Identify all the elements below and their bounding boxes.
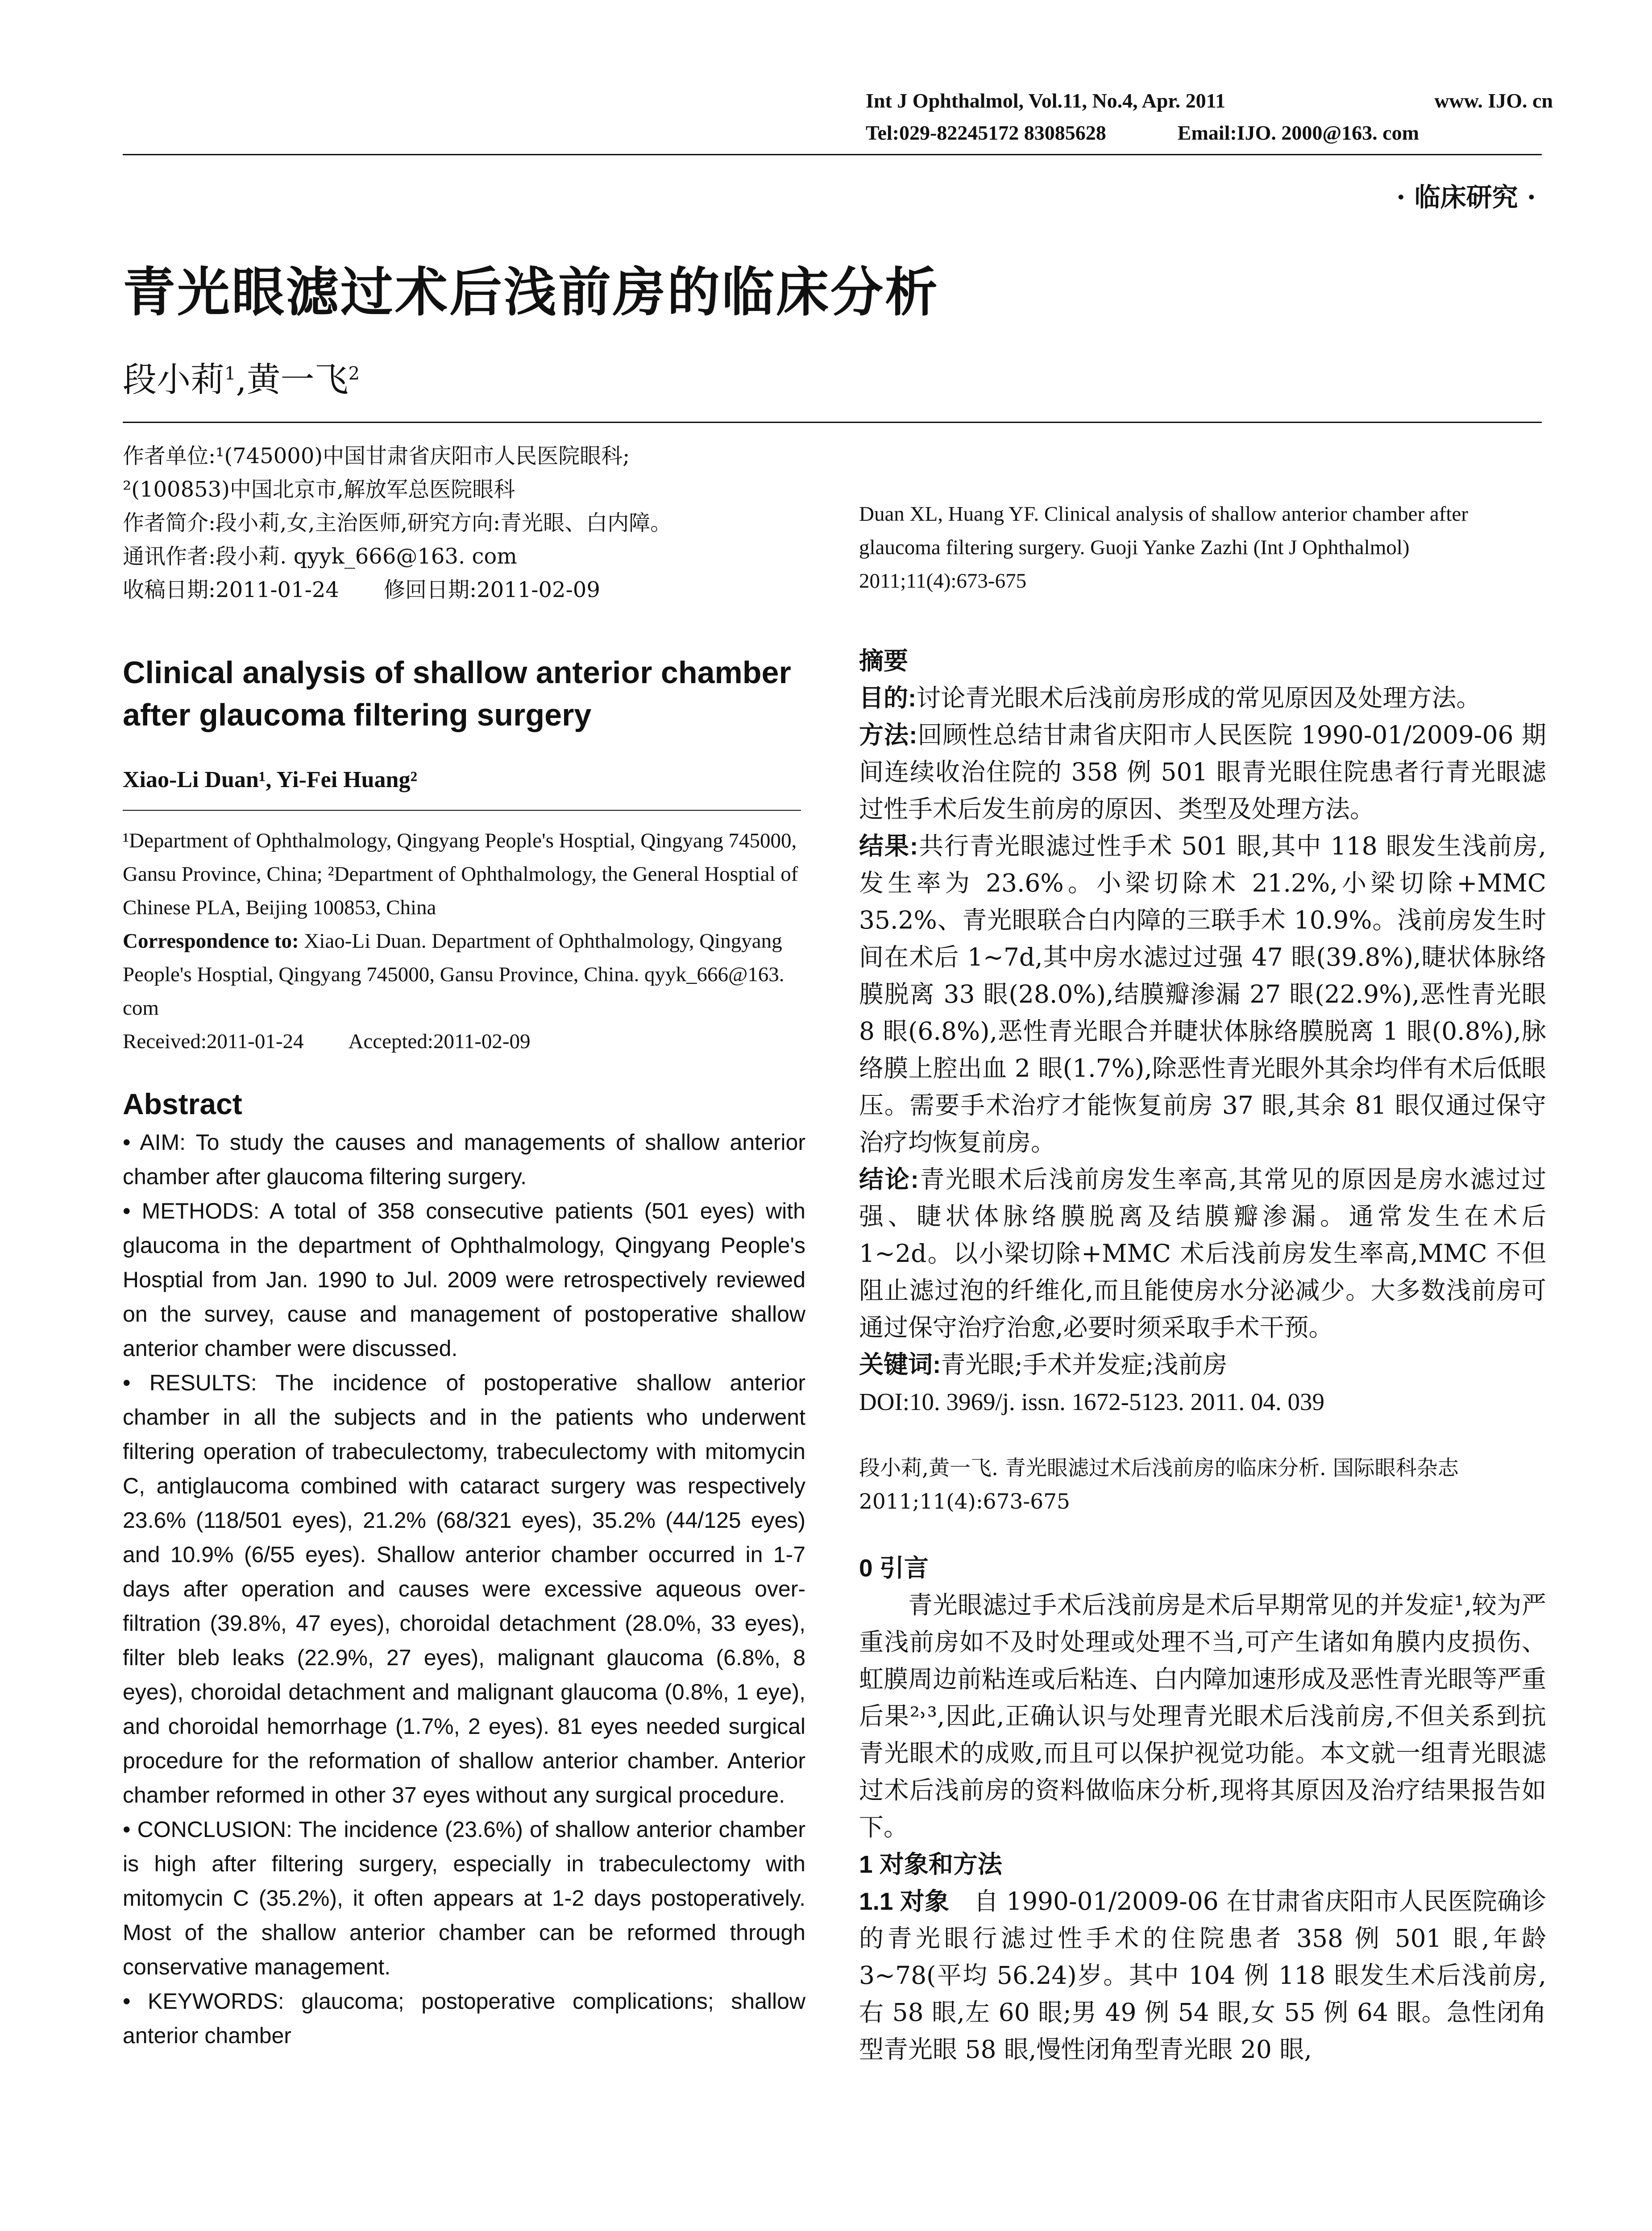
- doi[interactable]: DOI:10. 3969/j. issn. 1672-5123. 2011. 04. 039: [859, 1388, 1324, 1415]
- left-column: [123, 440, 805, 2053]
- dates-zh: [123, 573, 805, 607]
- intro-heading: 0 引言: [859, 1554, 929, 1582]
- correspondence: [123, 925, 805, 1025]
- title-rule: [123, 422, 1542, 423]
- aim-label-zh: 目的:: [859, 684, 917, 712]
- correspondence-text: Xiao-Li Duan. Department of Ophthalmology, Qingyang People's Hosptial, Qingyang 745000, Gansu Province, China. qyyk_666@163. com: [123, 929, 784, 1020]
- running-header: [866, 85, 1553, 149]
- journal-website[interactable]: www. IJO. cn: [1434, 89, 1553, 112]
- header-rule: [123, 154, 1542, 155]
- abstract-methods: • METHODS: A total of 358 consecutive patients (501 eyes) with glaucoma in the department of Ophthalmology, Qingyang People's Hosptial from Jan. 1990 to Jul. 2009 were retrospectively reviewed on the survey, cause and management of postoperative shallow anterior chamber were discussed.: [123, 1198, 805, 1361]
- authors-zh: [123, 352, 360, 401]
- correspondence-label: Correspondence to:: [123, 929, 299, 953]
- results-label-zh: 结果:: [859, 832, 918, 860]
- affiliation-2: ²(100853)中国北京市,解放军总医院眼科: [123, 477, 515, 502]
- author-1: 段小莉: [123, 360, 224, 399]
- journal-citation: Int J Ophthalmol, Vol.11, No.4, Apr. 2011: [866, 89, 1226, 112]
- revised-date-zh: 修回日期:2011-02-09: [383, 577, 600, 602]
- right-column: [859, 498, 1546, 2068]
- received-date-zh: 收稿日期:2011-01-24: [123, 577, 339, 602]
- citation-en: Duan XL, Huang YF. Clinical analysis of shallow anterior chamber after glaucoma filtering surgery. Guoji Yanke Zazhi (Int J Ophthalmol) 2011;11(4):673-675: [859, 502, 1468, 593]
- affil-sup-2: 2: [348, 363, 360, 384]
- keywords-label-zh: 关键词:: [859, 1351, 941, 1378]
- methods-subjects: [859, 1883, 1546, 2068]
- abstract-conclusion: • CONCLUSION: The incidence (23.6%) of shallow anterior chamber is high after filtering surgery, especially in trabeculectomy with mitomycin C (35.2%), it often appears at 1-2 days postoperatively. Most of the shallow anterior chamber can be reformed through conservative management.: [123, 1817, 805, 1979]
- authors-en: Xiao-Li Duan¹, Yi-Fei Huang²: [123, 767, 418, 792]
- abstract-en: [123, 1125, 805, 2053]
- abstract-results: • RESULTS: The incidence of postoperative shallow anterior chamber in all the subjects and in the patients who underwent filtering operation of trabeculectomy, trabeculectomy with mitomycin C, antiglaucoma combined with cataract surgery was respectively 23.6% (118/501 eyes), 21.2% (68/321 eyes), 35.2% (44/125 eyes) and 10.9% (6/55 eyes). Shallow anterior chamber occurred in 1-7 days after operation and causes were excessive aqueous over-filtration (39.8%, 47 eyes), choroidal detachment (28.0%, 33 eyes), filter bleb leaks (22.9%, 27 eyes), malignant glaucoma (6.8%, 8 eyes), choroidal detachment and malignant glaucoma (0.8%, 1 eye), and choroidal hemorrhage (1.7%, 2 eyes). 81 eyes needed surgical procedure for the reformation of shallow anterior chamber. Anterior chamber reformed in other 37 eyes without any surgical procedure.: [123, 1370, 805, 1808]
- dates-en: [123, 1025, 805, 1058]
- methods-heading: 1 对象和方法: [859, 1850, 1002, 1878]
- methods-text-zh: 回顾性总结甘肃省庆阳市人民医院 1990-01/2009-06 期间连续收治住院的 358 例 501 眼青光眼住院患者行青光眼滤过性手术后发生前房的原因、类型及处理方法。: [859, 721, 1546, 823]
- journal-tel: Tel:029-82245172 83085628: [866, 121, 1106, 144]
- authors-rule: [123, 810, 801, 811]
- conclusion-text-zh: 青光眼术后浅前房发生率高,其常见的原因是房水滤过过强、睫状体脉络膜脱离及结膜瓣渗漏。通常发生在术后 1~2d。以小梁切除+MMC 术后浅前房发生率高,MMC 不但阻止滤过泡的纤维化,而且能使房水分泌减少。大多数浅前房可通过保守治疗治愈,必要时须采取手术干预。: [859, 1165, 1546, 1342]
- abstract-zh-heading: 摘要: [859, 647, 909, 675]
- intro-text: 青光眼滤过手术后浅前房是术后早期常见的并发症¹,较为严重浅前房如不及时处理或处理不当,可产生诸如角膜内皮损伤、虹膜周边前粘连或后粘连、白内障加速形成及恶性青光眼等严重后果²˒³,因此,正确认识与处理青光眼术后浅前房,不但关系到抗青光眼术的成败,而且可以保护视觉功能。本文就一组青光眼滤过术后浅前房的资料做临床分析,现将其原因及治疗结果报告如下。: [859, 1591, 1547, 1841]
- abstract-keywords: • KEYWORDS: glaucoma; postoperative complications; shallow anterior chamber: [123, 1989, 805, 2048]
- keywords-text-zh: 青光眼;手术并发症;浅前房: [941, 1350, 1228, 1379]
- journal-email[interactable]: Email:IJO. 2000@163. com: [1177, 121, 1419, 144]
- author-bio: 作者简介:段小莉,女,主治医师,研究方向:青光眼、白内障。: [123, 510, 672, 535]
- section-label: · 临床研究 ·: [1396, 182, 1536, 212]
- conclusion-label-zh: 结论:: [859, 1165, 919, 1193]
- affil-sup-1: 1: [224, 363, 236, 384]
- affiliation-en: ¹Department of Ophthalmology, Qingyang People's Hosptial, Qingyang 745000, Gansu Province, China; ²Department of Ophthalmology, the General Hosptial of Chinese PLA, Beijing 100853, China: [123, 829, 798, 919]
- corresponding-author: 通讯作者:段小莉. qyyk_666@163. com: [123, 544, 517, 569]
- abstract-zh-results: [859, 828, 1546, 1161]
- author-2: 黄一飞: [246, 360, 349, 399]
- paper-title-zh: 青光眼滤过术后浅前房的临床分析: [123, 261, 940, 323]
- affiliation-block-en: [123, 824, 805, 1058]
- received-date-en: Received:2011-01-24: [123, 1030, 304, 1053]
- affiliation-1: 作者单位:¹(745000)中国甘肃省庆阳市人民医院眼科;: [123, 444, 630, 469]
- citation-zh: 段小莉,黄一飞. 青光眼滤过术后浅前房的临床分析. 国际眼科杂志 2011;11(4):673-675: [859, 1456, 1459, 1514]
- abstract-zh: [859, 643, 1546, 1420]
- methods-label-zh: 方法:: [859, 721, 917, 749]
- aim-text-zh: 讨论青光眼术后浅前房形成的常见原因及处理方法。: [916, 684, 1481, 712]
- abstract-zh-methods: [859, 717, 1546, 828]
- author-sep: ,: [236, 360, 247, 399]
- abstract-zh-conclusion: [859, 1161, 1546, 1346]
- accepted-date-en: Accepted:2011-02-09: [348, 1030, 531, 1053]
- results-text-zh: 共行青光眼滤过性手术 501 眼,其中 118 眼发生浅前房,发生率为 23.6%。小梁切除术 21.2%,小梁切除+MMC 35.2%、青光眼联合白内障的三联手术 10.9%。浅前房发生时间在术后 1~7d,其中房水滤过过强 47 眼(39.8%),睫状体脉络膜脱离 33 眼(28.0%),结膜瓣渗漏 27 眼(22.9%),恶性青光眼 8 眼(6.8%),恶性青光眼合并睫状体脉络膜脱离 1 眼(0.8%),脉络膜上腔出血 2 眼(1.7%),除恶性青光眼外其余均伴有术后低眼压。需要手术治疗才能恢复前房 37 眼,其余 81 眼仅通过保守治疗均恢复前房。: [859, 832, 1546, 1157]
- paper-title-en: Clinical analysis of shallow anterior chamber after glaucoma filtering surgery: [123, 655, 791, 732]
- abstract-zh-keywords: [859, 1346, 1546, 1383]
- abstract-heading: Abstract: [123, 1087, 242, 1120]
- subjects-label: 1.1 对象: [859, 1887, 950, 1915]
- abstract-zh-aim: [859, 680, 1546, 717]
- abstract-aim: • AIM: To study the causes and managements of shallow anterior chamber after glaucoma filtering surgery.: [123, 1130, 805, 1189]
- author-info-zh: [123, 440, 805, 607]
- subjects-text: 自 1990-01/2009-06 在甘肃省庆阳市人民医院确诊的青光眼行滤过性手术的住院患者 358 例 501 眼,年龄 3~78(平均 56.24)岁。其中 104 例 118 眼发生术后浅前房,右 58 眼,左 60 眼;男 49 例 54 眼,女 55 例 64 眼。急性闭角型青光眼 58 眼,慢性闭角型青光眼 20 眼,: [859, 1887, 1546, 2064]
